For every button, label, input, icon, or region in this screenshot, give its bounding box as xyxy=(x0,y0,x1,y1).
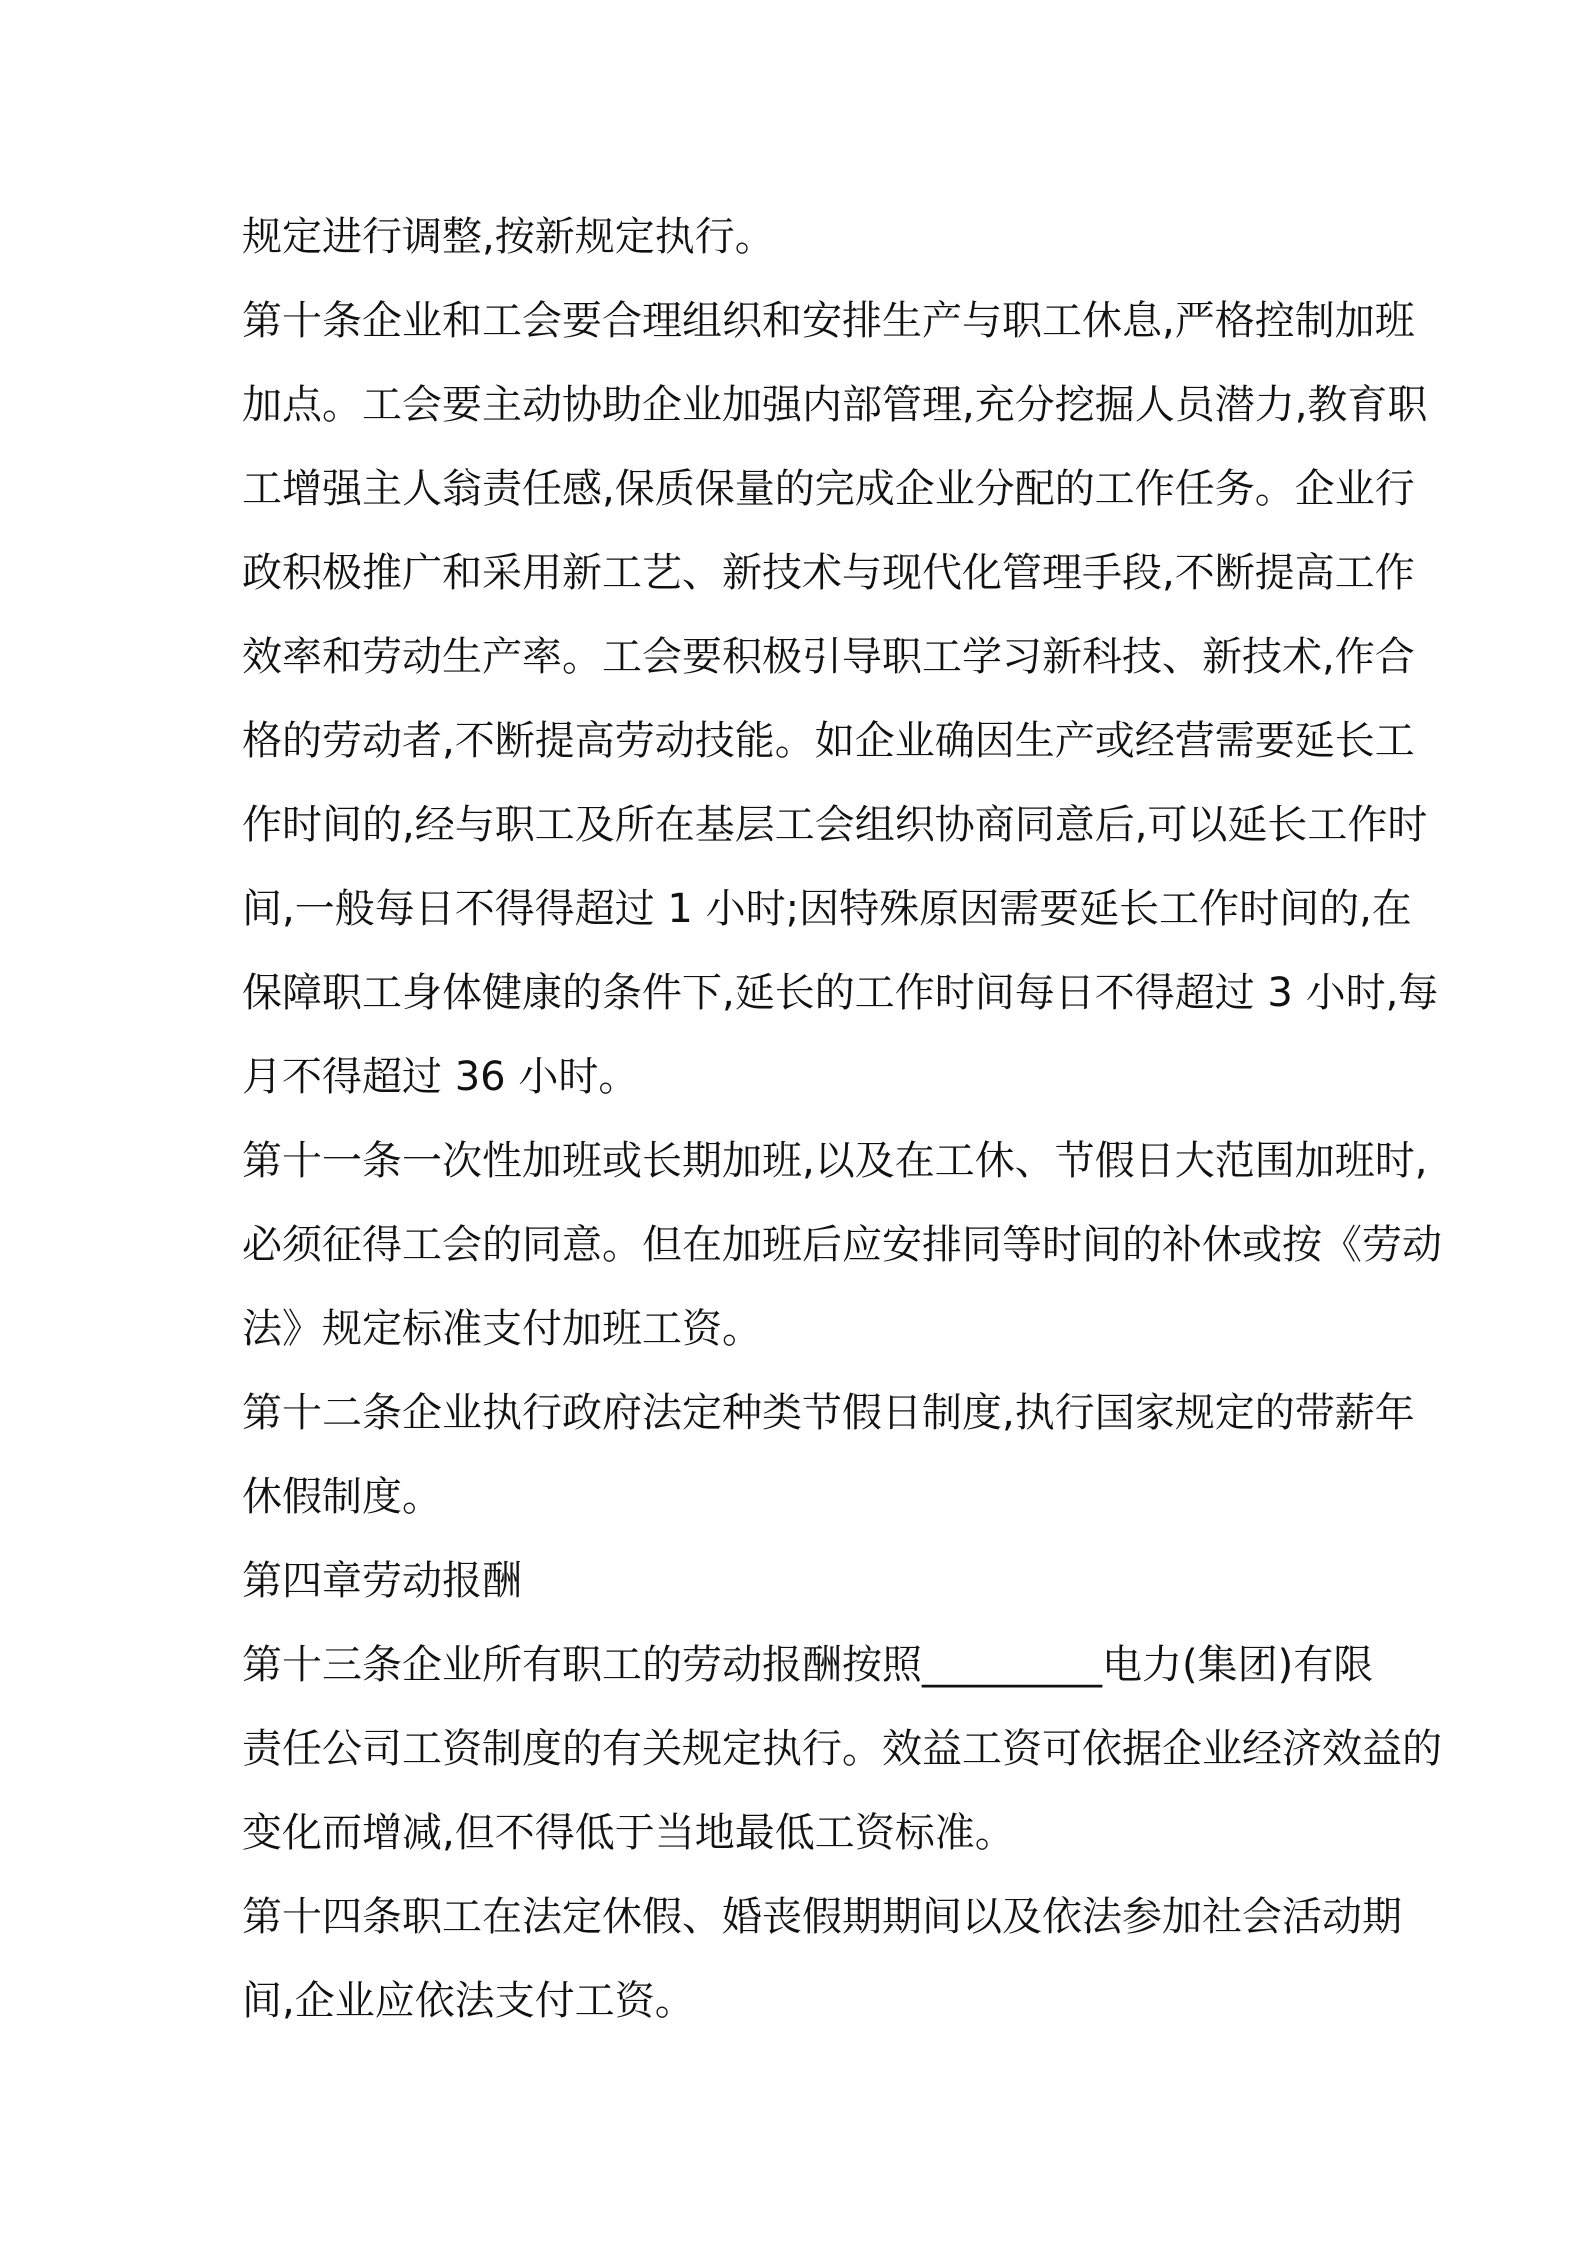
text-line: 效率和劳动生产率。工会要积极引导职工学习新科技、新技术,作合 xyxy=(242,634,1415,680)
text-line: 必须征得工会的同意。但在加班后应安排同等时间的补休或按《劳动 xyxy=(242,1222,1442,1268)
text-line: 第十三条企业所有职工的劳动报酬按照_________电力(集团)有限 xyxy=(242,1642,1374,1688)
text-line: 责任公司工资制度的有关规定执行。效益工资可依据企业经济效益的 xyxy=(242,1726,1442,1772)
text-line: 第十一条一次性加班或长期加班,以及在工休、节假日大范围加班时, xyxy=(242,1138,1428,1184)
text-line: 作时间的,经与职工及所在基层工会组织协商同意后,可以延长工作时 xyxy=(242,802,1428,848)
text-line: 保障职工身体健康的条件下,延长的工作时间每日不得超过 3 小时,每 xyxy=(242,970,1439,1016)
chapter-heading: 第四章劳动报酬 xyxy=(242,1558,522,1604)
text-line: 政积极推广和采用新工艺、新技术与现代化管理手段,不断提高工作 xyxy=(242,550,1415,596)
text-line: 间,一般每日不得得超过 1 小时;因特殊原因需要延长工作时间的,在 xyxy=(242,886,1412,932)
text-line: 格的劳动者,不断提高劳动技能。如企业确因生产或经营需要延长工 xyxy=(242,718,1415,764)
text-line: 月不得超过 36 小时。 xyxy=(242,1054,639,1100)
text-line: 第十四条职工在法定休假、婚丧假期期间以及依法参加社会活动期 xyxy=(242,1894,1402,1940)
text-line: 第十条企业和工会要合理组织和安排生产与职工休息,严格控制加班 xyxy=(242,298,1415,344)
text-line: 规定进行调整,按新规定执行。 xyxy=(242,214,775,260)
text-line: 第十二条企业执行政府法定种类节假日制度,执行国家规定的带薪年 xyxy=(242,1390,1415,1436)
text-line: 法》规定标准支付加班工资。 xyxy=(242,1306,762,1352)
text-line: 变化而增减,但不得低于当地最低工资标准。 xyxy=(242,1810,1015,1856)
text-line: 加点。工会要主动协助企业加强内部管理,充分挖掘人员潜力,教育职 xyxy=(242,382,1428,428)
text-line: 工增强主人翁责任感,保质保量的完成企业分配的工作任务。企业行 xyxy=(242,466,1415,512)
text-line: 间,企业应依法支付工资。 xyxy=(242,1978,695,2024)
document-body xyxy=(242,195,1442,2043)
text-line: 休假制度。 xyxy=(242,1474,442,1520)
